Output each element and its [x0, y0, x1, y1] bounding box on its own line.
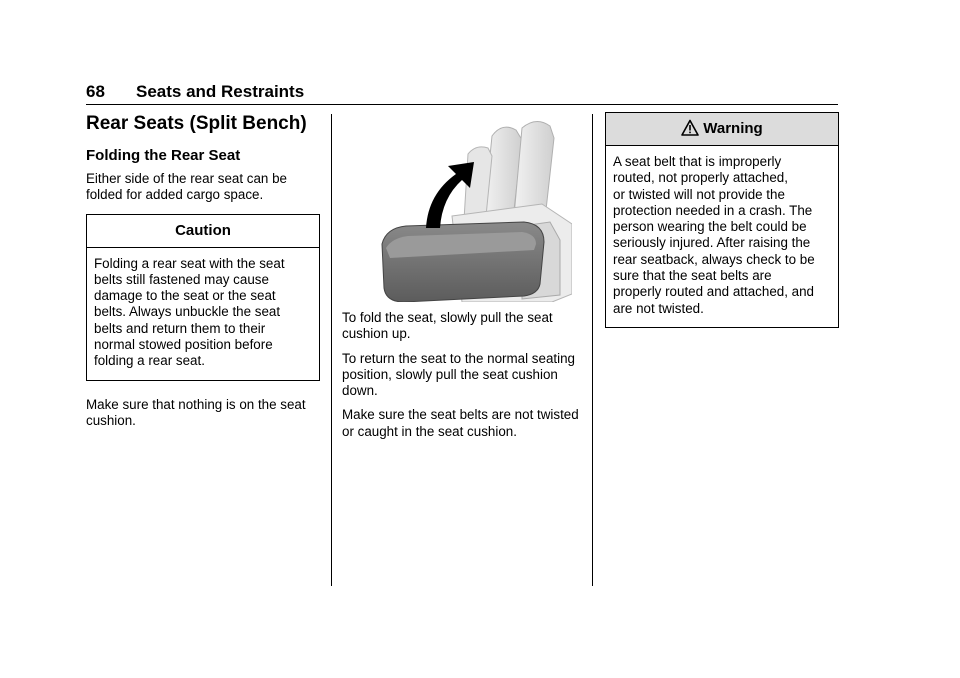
column-left [86, 112, 320, 437]
warning-line: or twisted will not provide the [613, 186, 785, 202]
seat-illustration [372, 116, 572, 302]
warning-line: sure that the seat belts are [613, 268, 772, 284]
intro-paragraph: Either side of the rear seat can be folded for added cargo space. [86, 171, 287, 203]
caution-line: belts still fastened may cause [94, 271, 269, 287]
warning-line: are not twisted. [613, 300, 704, 316]
warning-line: A seat belt that is improperly [613, 154, 782, 169]
caution-title: Caution [87, 215, 319, 248]
warning-line: rear seatback, always check to be [613, 251, 815, 267]
warning-text [613, 154, 831, 317]
warning-title: Warning [703, 120, 763, 137]
rear-seat-fold-illustration [372, 116, 572, 302]
caution-box [86, 214, 320, 381]
fold-instructions: To fold the seat, slowly pull the seat cushion up. [342, 310, 553, 342]
column-divider [331, 114, 332, 586]
page-title: Rear Seats (Split Bench) [86, 113, 307, 134]
warning-triangle-icon [681, 117, 699, 149]
page-number: 68 [86, 82, 105, 101]
warning-line: protection needed in a crash. The [613, 202, 813, 218]
after-caution-paragraph: Make sure that nothing is on the seat cushion. [86, 396, 306, 428]
return-instructions: To return the seat to the normal seating position, slowly pull the seat cushion down. [342, 350, 575, 399]
caution-line: belts and return them to their [94, 320, 266, 336]
warning-line: person wearing the belt could be [613, 219, 807, 235]
warning-line: properly routed and attached, and [613, 284, 815, 300]
caution-body [87, 248, 319, 380]
section-title: Seats and Restraints [136, 82, 305, 101]
caution-line: belts. Always unbuckle the seat [94, 304, 281, 320]
warning-body [606, 146, 838, 327]
warning-line: seriously injured. After raising the [613, 235, 811, 251]
warning-line: routed, not properly attached, [613, 170, 788, 186]
caution-line: normal stowed position before [94, 337, 273, 353]
warning-header [606, 113, 838, 146]
page-header [86, 82, 838, 105]
caution-line: damage to the seat or the seat [94, 288, 276, 304]
belt-check-paragraph: Make sure the seat belts are not twisted or caught in the seat cushion. [342, 407, 579, 439]
caution-text [94, 256, 312, 370]
subsection-title: Folding the Rear Seat [86, 147, 241, 164]
column-right [605, 112, 839, 344]
caution-line: Folding a rear seat with the seat [94, 255, 285, 271]
column-middle [342, 112, 582, 448]
warning-box [605, 112, 839, 328]
caution-line: folding a rear seat. [94, 353, 205, 369]
column-divider [592, 114, 593, 586]
